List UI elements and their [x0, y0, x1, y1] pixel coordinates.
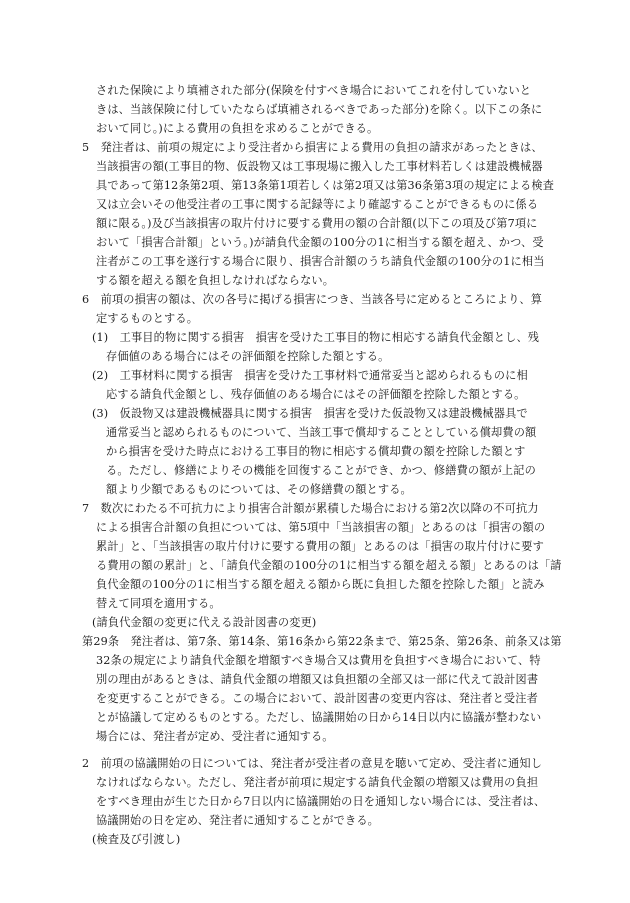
text-line: する額を超える額を負担しなければならない。	[96, 274, 335, 287]
text-line: 額に限る。)及び当該損害の取片付けに要する費用の額の合計額(以下この項及び第7項に	[96, 217, 538, 230]
paragraph-6-line: 6 前項の損害の額は、次の各号に掲げる損害につき、当該各号に定めるところにより、算	[82, 293, 543, 306]
text-line: 場合には、発注者が定め、受注者に通知する。	[96, 730, 334, 743]
text-line: 応する請負代金額とし、残存価値のある場合にはその評価額を控除した額とする。	[106, 388, 526, 401]
text-line: 負代金額の100分の1に相当する額を超える額から既に負担した額を控除した額」と読み	[96, 578, 545, 591]
article-caption: (検査及び引渡し)	[92, 833, 181, 846]
item-1-line: (1) 工事目的物に関する損害 損害を受けた工事目的物に相応する請負代金額とし、残	[92, 331, 540, 344]
text-line: 当該損害の額(工事目的物、仮設物又は工事現場に搬入した工事材料若しくは建設機械器	[96, 160, 543, 173]
item-2-line: (2) 工事材料に関する損害 損害を受けた工事材料で通常妥当と認められるものに相	[92, 369, 528, 382]
text-line: おいて「損害合計額」という。)が請負代金額の100分の1に相当する額を超え、かつ、受	[96, 236, 544, 249]
text-line: 又は立会いその他受注者の工事に関する記録等により確認することができるものに係る	[96, 198, 539, 211]
article-29-line: 第29条 発注者は、第7条、第14条、第16条から第22条まで、第25条、第26条、前条又は第	[82, 635, 562, 648]
text-line: 注者がこの工事を遂行する場合に限り、損害合計額のうち請負代金額の100分の1に相当	[96, 255, 545, 268]
text-line: 定するものとする。	[96, 312, 199, 325]
text-line: 32条の規定により請負代金額を増額すべき場合又は費用を負担すべき場合において、特	[96, 654, 541, 667]
text-line: 協議開始の日を定め、発注者に通知することができる。	[96, 814, 379, 827]
text-line: 具であって第12条第2項、第13条第1項若しくは第2項又は第36条第3項の規定による検査	[96, 179, 555, 192]
text-line: きは、当該保険に付していたならば填補されるべきであった部分)を除く。以下この条に	[96, 103, 543, 116]
text-line: とが協議して定めるものとする。ただし、協議開始の日から14日以内に協議が整わない	[96, 711, 542, 724]
text-line: 累計」と、「当該損害の取片付けに要する費用の額」とあるのは「損害の取片付けに要す	[96, 540, 544, 553]
text-line: を変更することができる。この場合において、設計図書の変更内容は、発注者と受注者	[96, 692, 538, 705]
paragraph-5-line: 5 発注者は、前項の規定により受注者から損害による費用の負担の請求があったときは、	[82, 141, 543, 154]
text-line: された保険により填補された部分(保険を付すべき場合においてこれを付していないと	[96, 84, 532, 97]
text-line: なければならない。ただし、発注者が前項に規定する請負代金額の増額又は費用の負担	[96, 776, 539, 789]
text-line: から損害を受けた時点における工事目的物に相応する償却費の額を控除した額とす	[106, 445, 526, 458]
article-caption: (請負代金額の変更に代える設計図書の変更)	[92, 616, 317, 629]
text-line: をすべき理由が生じた日から7日以内に協議開始の日を通知しない場合には、受注者は、	[96, 795, 546, 808]
text-line: 額より少額であるものについては、その修繕費の額とする。	[106, 483, 412, 496]
text-line: 存価値のある場合にはその評価額を控除した額とする。	[106, 350, 390, 363]
text-line: 替えて同項を適用する。	[96, 597, 221, 610]
text-line: る。ただし、修繕によりその機能を回復することができ、かつ、修繕費の額が上記の	[106, 464, 536, 477]
paragraph-7-line: 7 数次にわたる不可抗力により損害合計額が累積した場合における第2次以降の不可抗力	[82, 502, 539, 515]
item-3-line: (3) 仮設物又は建設機械器具に関する損害 損害を受けた仮設物又は建設機械器具で	[92, 407, 528, 420]
text-line: おいて同じ。)による費用の負担を求めることができる。	[96, 122, 379, 135]
paragraph-2-line: 2 前項の協議開始の日については、発注者が受注者の意見を聴いて定め、受注者に通知し	[82, 757, 543, 770]
text-line: る費用の額の累計」と、「請負代金額の100分の1に相当する額を超える額」とあるのは「請	[96, 559, 562, 572]
text-line: 通常妥当と認められるものについて、当該工事で償却することとしている償却費の額	[106, 426, 537, 439]
text-line: 別の理由があるときは、請負代金額の増額又は負担額の全部又は一部に代えて設計図書	[96, 673, 539, 686]
text-line: による損害合計額の負担については、第5項中「当該損害の額」とあるのは「損害の額の	[96, 521, 546, 534]
